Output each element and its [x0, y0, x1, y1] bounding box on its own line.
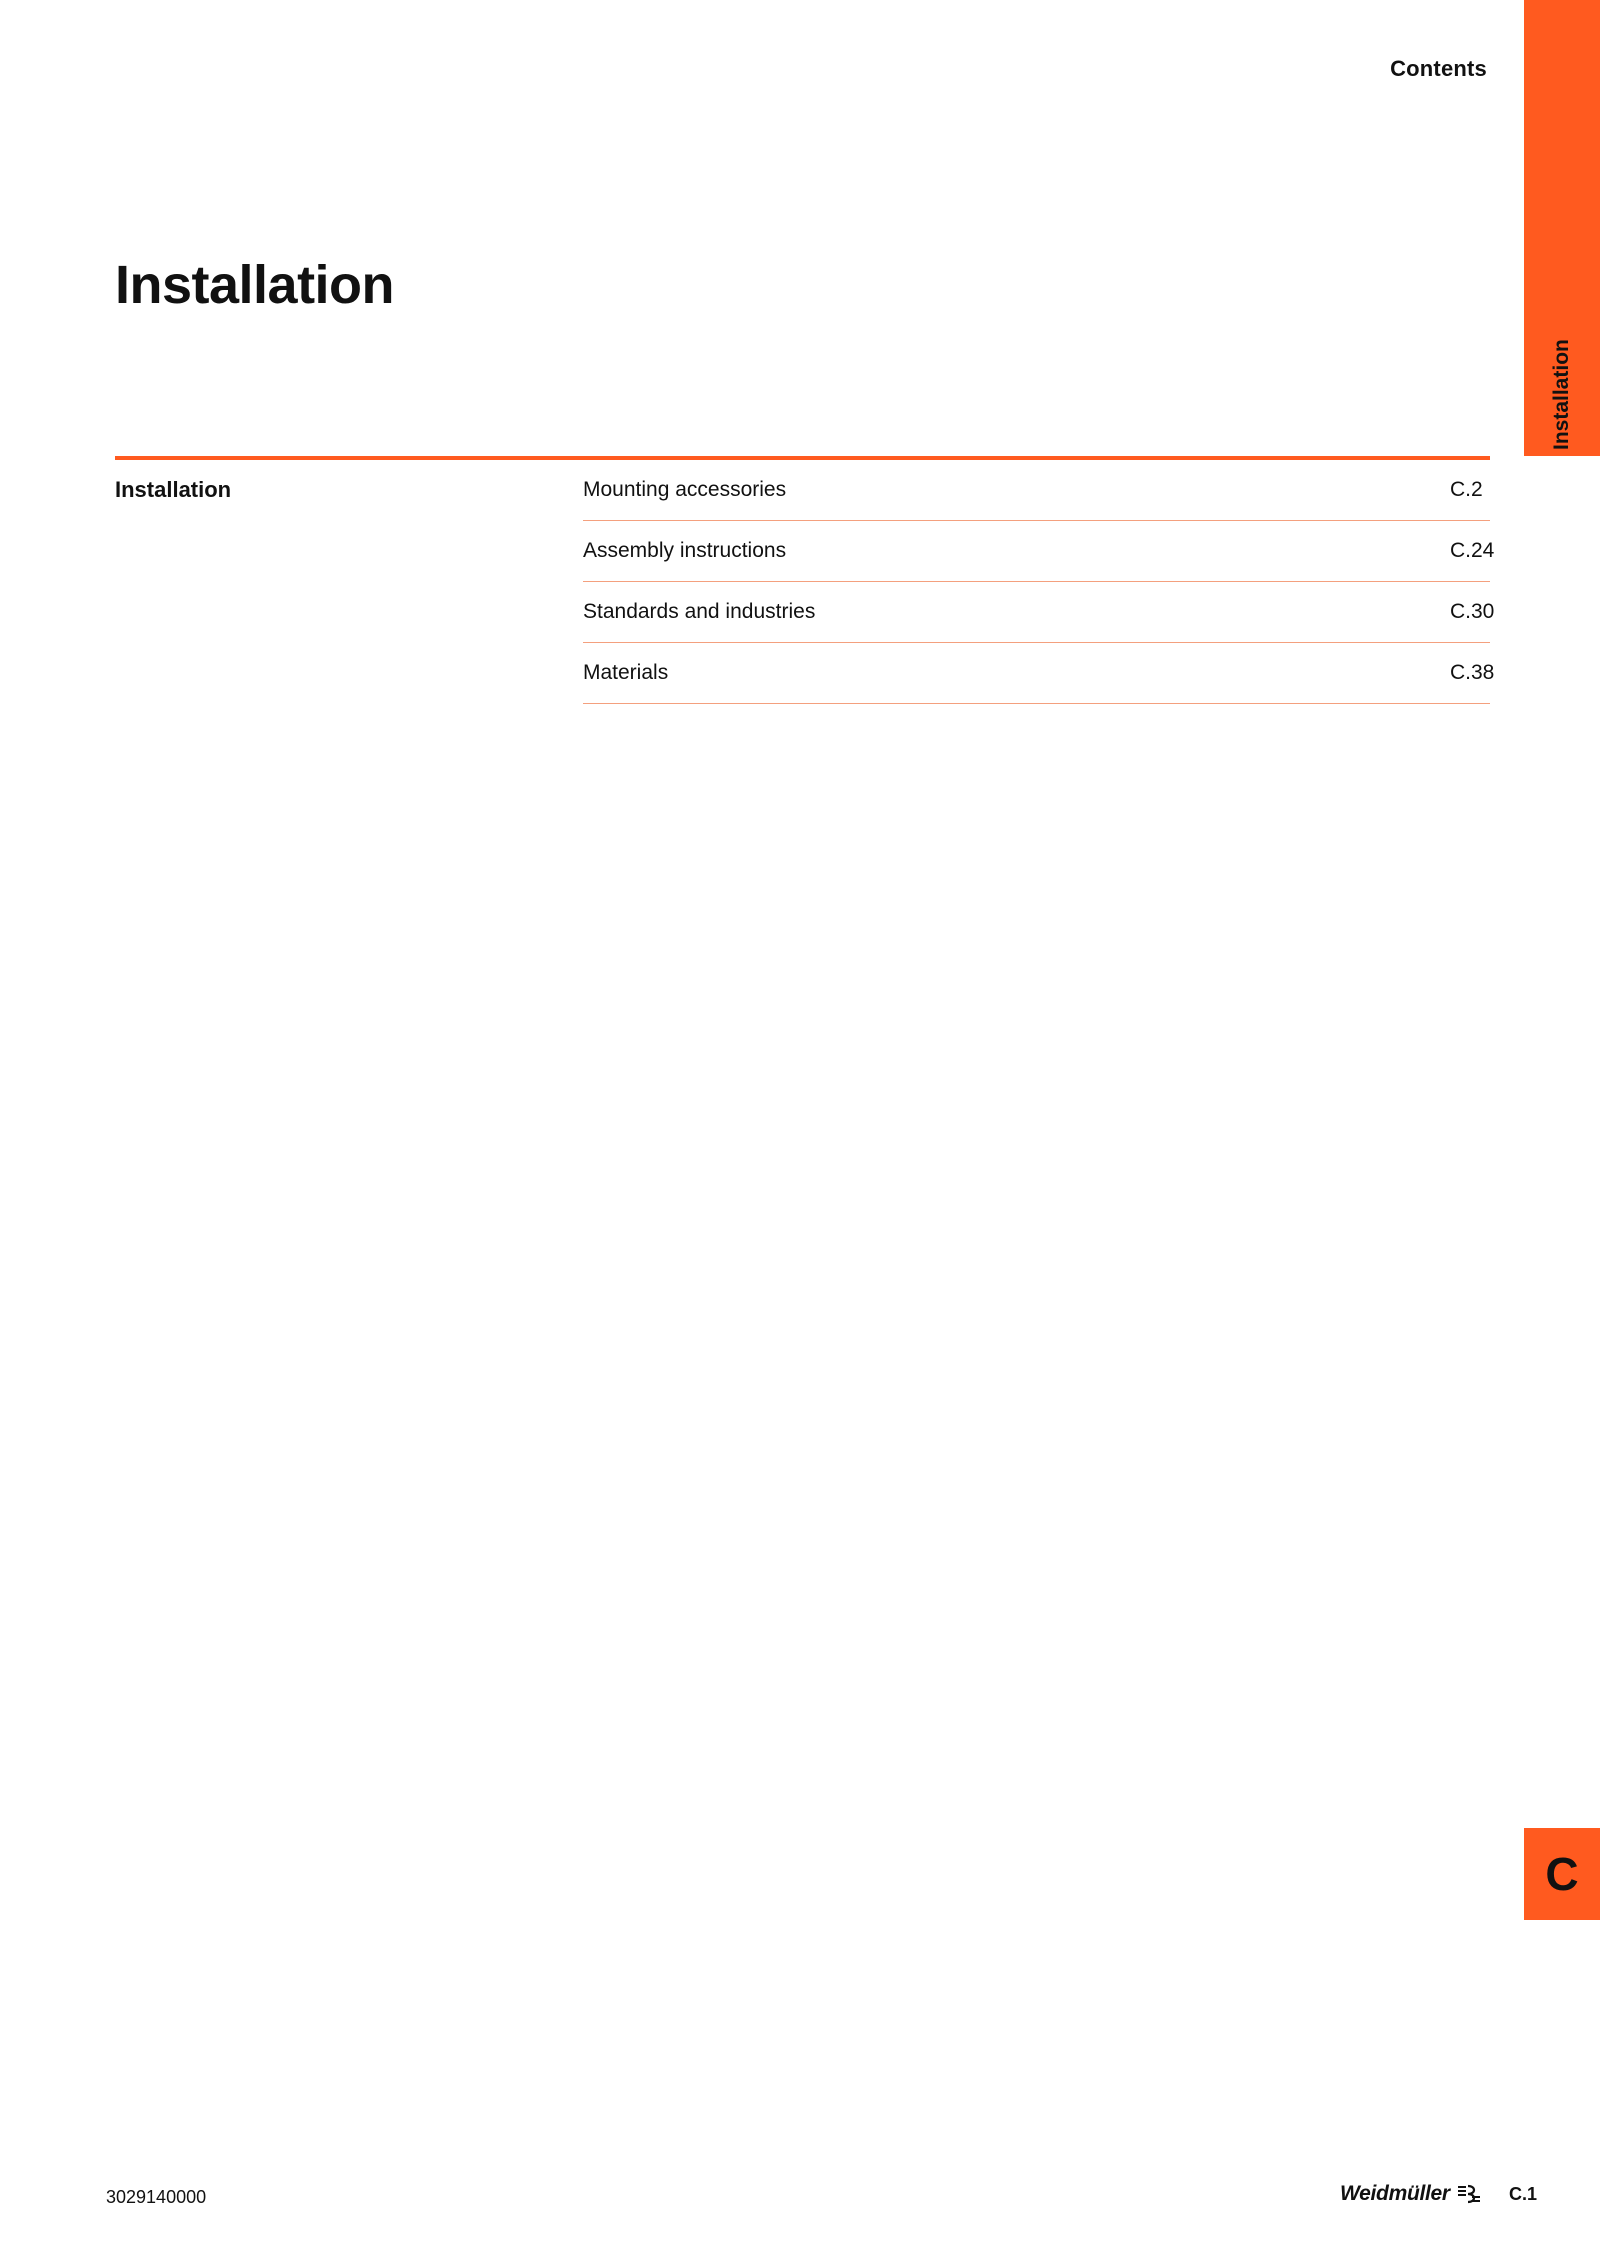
brand-name: Weidmüller	[1340, 2182, 1450, 2205]
toc-item-page: C.2	[1450, 478, 1483, 501]
side-tab	[1524, 0, 1600, 456]
toc-item-mounting-accessories[interactable]	[583, 460, 1490, 521]
toc-section-label: Installation	[115, 477, 232, 502]
header-section-label: Contents	[1390, 56, 1487, 81]
page-title: Installation	[115, 255, 395, 315]
footer-article-code: 3029140000	[106, 2187, 207, 2207]
toc-item-label: Mounting accessories	[583, 478, 787, 501]
toc-item-standards-and-industries[interactable]	[583, 582, 1495, 643]
footer-brand	[1340, 2182, 1482, 2206]
toc-item-materials[interactable]	[583, 643, 1495, 704]
toc-item-label: Standards and industries	[583, 600, 816, 623]
weidmuller-logo-icon	[1456, 2183, 1482, 2205]
toc-item-label: Materials	[583, 661, 669, 684]
toc-item-page: C.38	[1450, 661, 1495, 684]
toc-item-assembly-instructions[interactable]	[583, 521, 1495, 582]
footer-page-number: C.1	[1509, 2184, 1538, 2204]
toc-item-label: Assembly instructions	[583, 539, 787, 562]
side-tab-label: Installation	[1550, 339, 1573, 450]
toc-item-page: C.30	[1450, 600, 1495, 623]
chapter-letter-tab: C	[1524, 1828, 1600, 1920]
toc-item-page: C.24	[1450, 539, 1495, 562]
toc-list	[583, 460, 1495, 704]
